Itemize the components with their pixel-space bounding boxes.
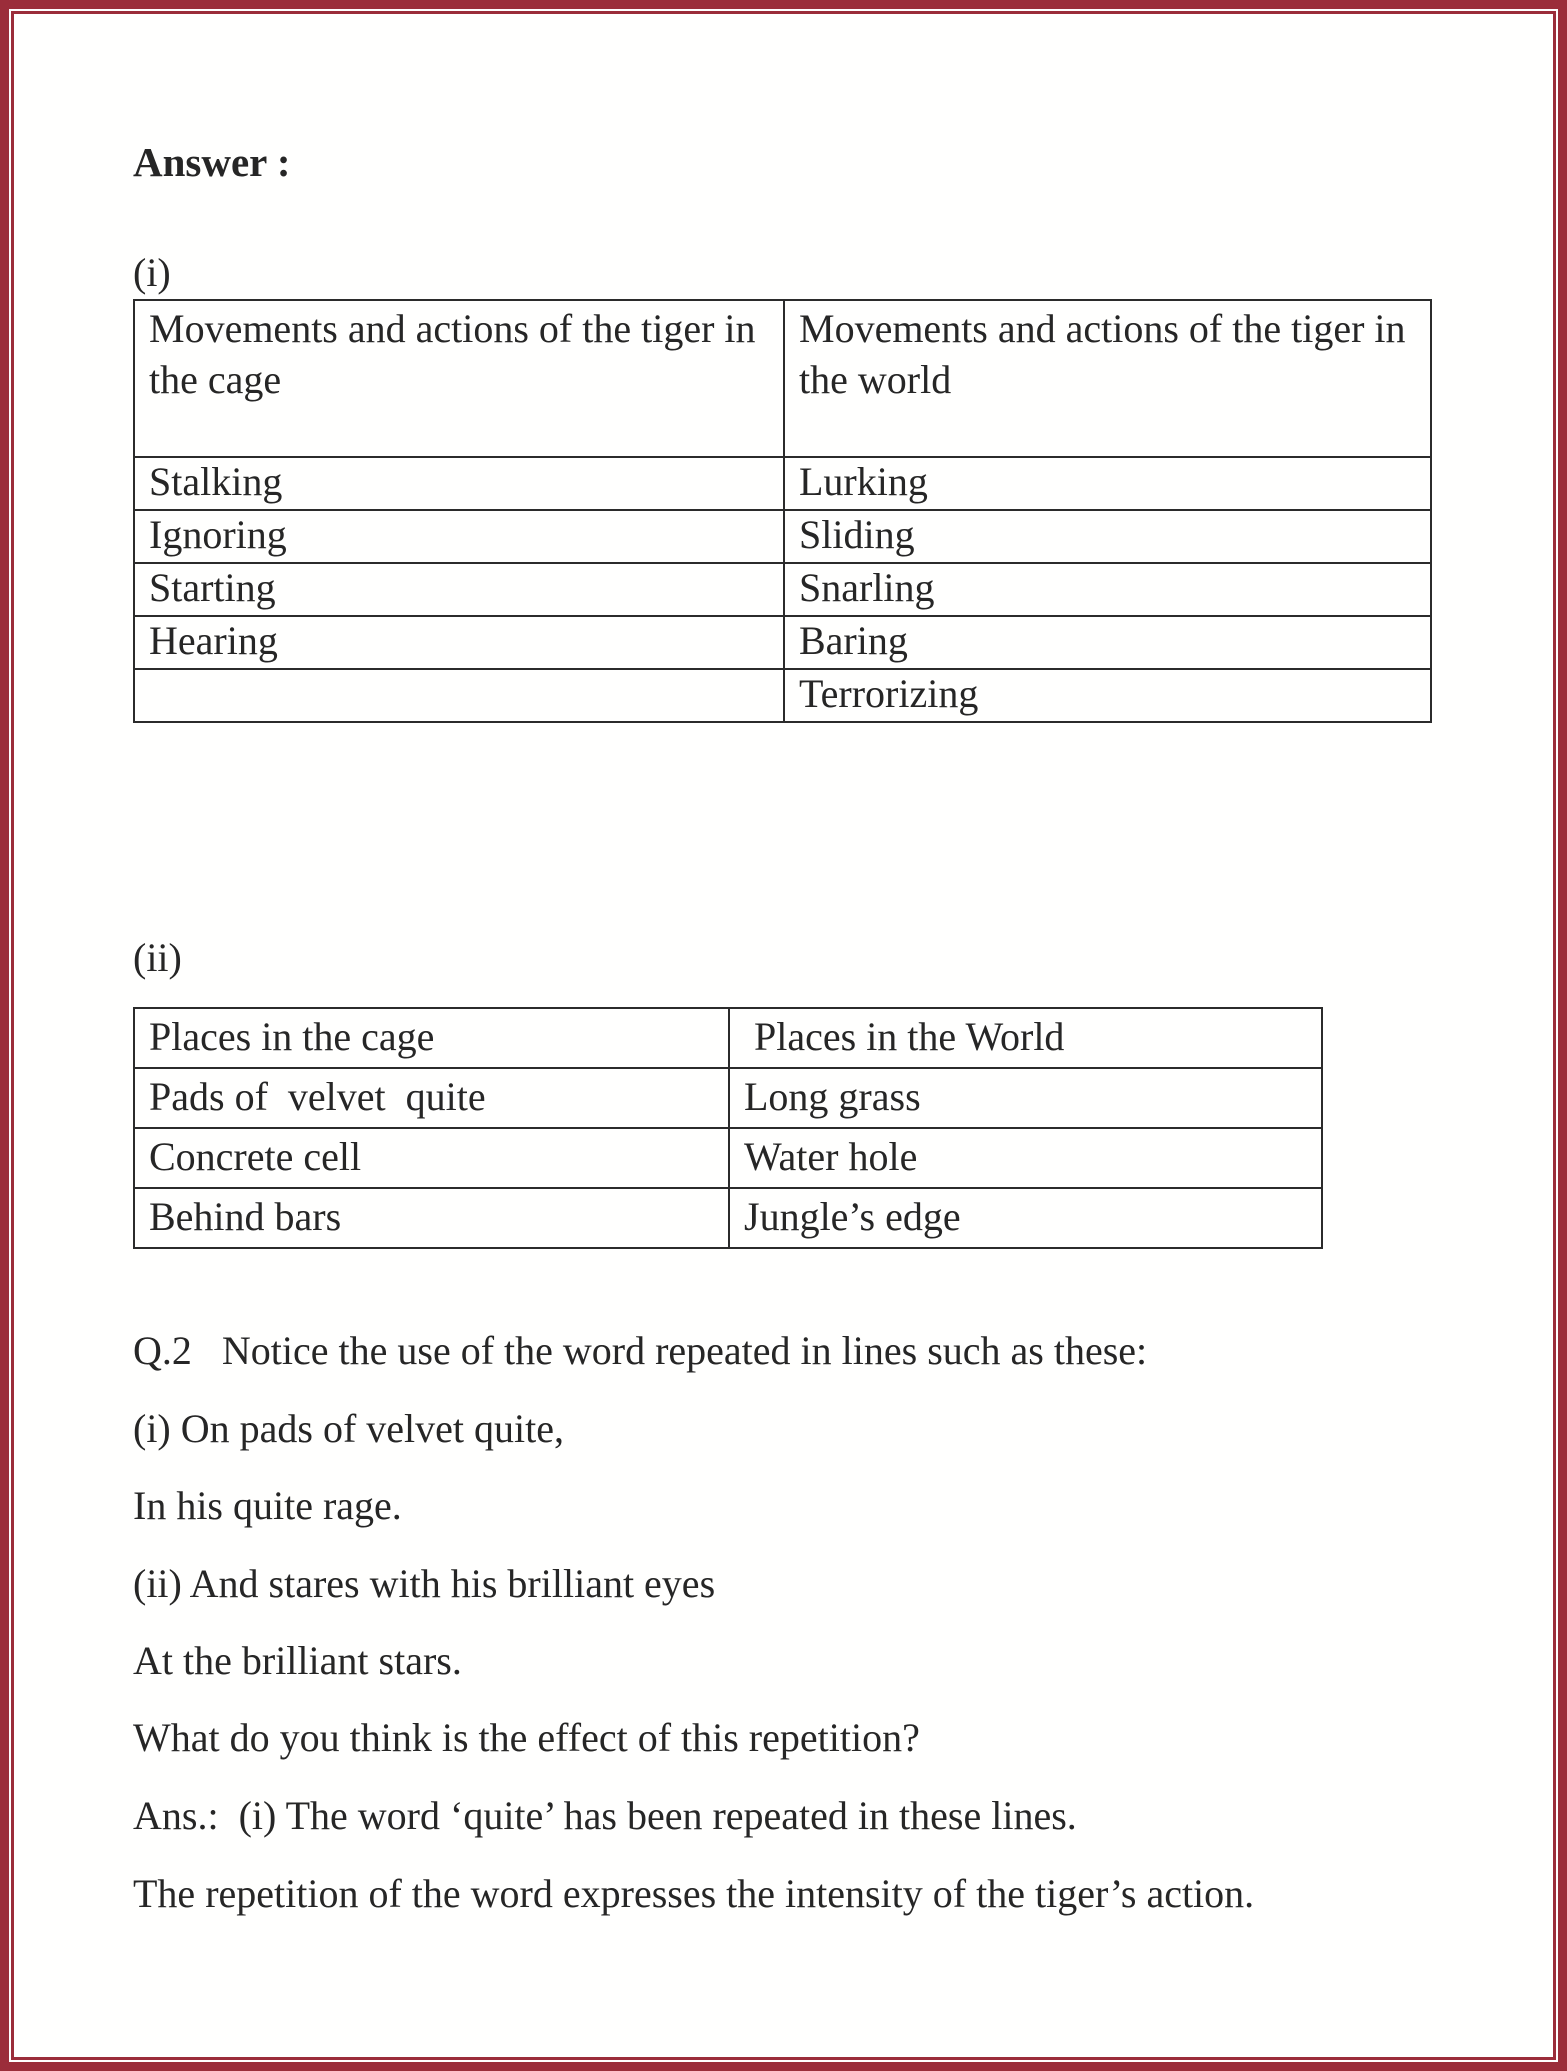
header-cell-world: Places in the World — [729, 1008, 1322, 1068]
table-header-row — [134, 300, 1431, 457]
table-cell: Hearing — [134, 616, 784, 669]
table-cell: Concrete cell — [134, 1128, 729, 1188]
header-cell-cage: Movements and actions of the tiger in the cage — [134, 300, 784, 457]
places-table — [133, 1007, 1323, 1249]
table-cell: Behind bars — [134, 1188, 729, 1248]
table-cell: Water hole — [729, 1128, 1322, 1188]
table-cell: Sliding — [784, 510, 1431, 563]
table-cell: Starting — [134, 563, 784, 616]
table-cell: Snarling — [784, 563, 1431, 616]
movements-table — [133, 299, 1432, 723]
table-row — [134, 1188, 1322, 1248]
table-row — [134, 1068, 1322, 1128]
question-line: What do you think is the effect of this repetition? — [133, 1715, 920, 1760]
table-cell: Pads of velvet quite — [134, 1068, 729, 1128]
table-cell: Jungle’s edge — [729, 1188, 1322, 1248]
part-ii-label: (ii) — [133, 935, 182, 980]
header-cell-cage: Places in the cage — [134, 1008, 729, 1068]
part-i-label: (i) — [133, 250, 171, 295]
quote-line: At the brilliant stars. — [133, 1638, 462, 1683]
answer-heading: Answer : — [133, 139, 291, 185]
quote-line: In his quite rage. — [133, 1483, 402, 1528]
table-cell: Stalking — [134, 457, 784, 510]
answer-line: The repetition of the word expresses the intensity of the tiger’s action. — [133, 1871, 1255, 1916]
question-2-prompt: Q.2 Notice the use of the word repeated in lines such as these: — [133, 1328, 1148, 1373]
table-row — [134, 457, 1431, 510]
table-row — [134, 563, 1431, 616]
table-row — [134, 1128, 1322, 1188]
quote-line: (ii) And stares with his brilliant eyes — [133, 1561, 716, 1606]
header-cell-world: Movements and actions of the tiger in the world — [784, 300, 1431, 457]
table-row — [134, 616, 1431, 669]
table-row — [134, 510, 1431, 563]
answer-line: Ans.: (i) The word ‘quite’ has been repeated in these lines. — [133, 1793, 1077, 1838]
table-cell: Ignoring — [134, 510, 784, 563]
table-cell: Terrorizing — [784, 669, 1431, 722]
table-cell-empty — [134, 669, 784, 722]
table-cell: Baring — [784, 616, 1431, 669]
table-header-row — [134, 1008, 1322, 1068]
quote-line: (i) On pads of velvet quite, — [133, 1406, 564, 1451]
table-cell: Long grass — [729, 1068, 1322, 1128]
table-row — [134, 669, 1431, 722]
table-cell: Lurking — [784, 457, 1431, 510]
